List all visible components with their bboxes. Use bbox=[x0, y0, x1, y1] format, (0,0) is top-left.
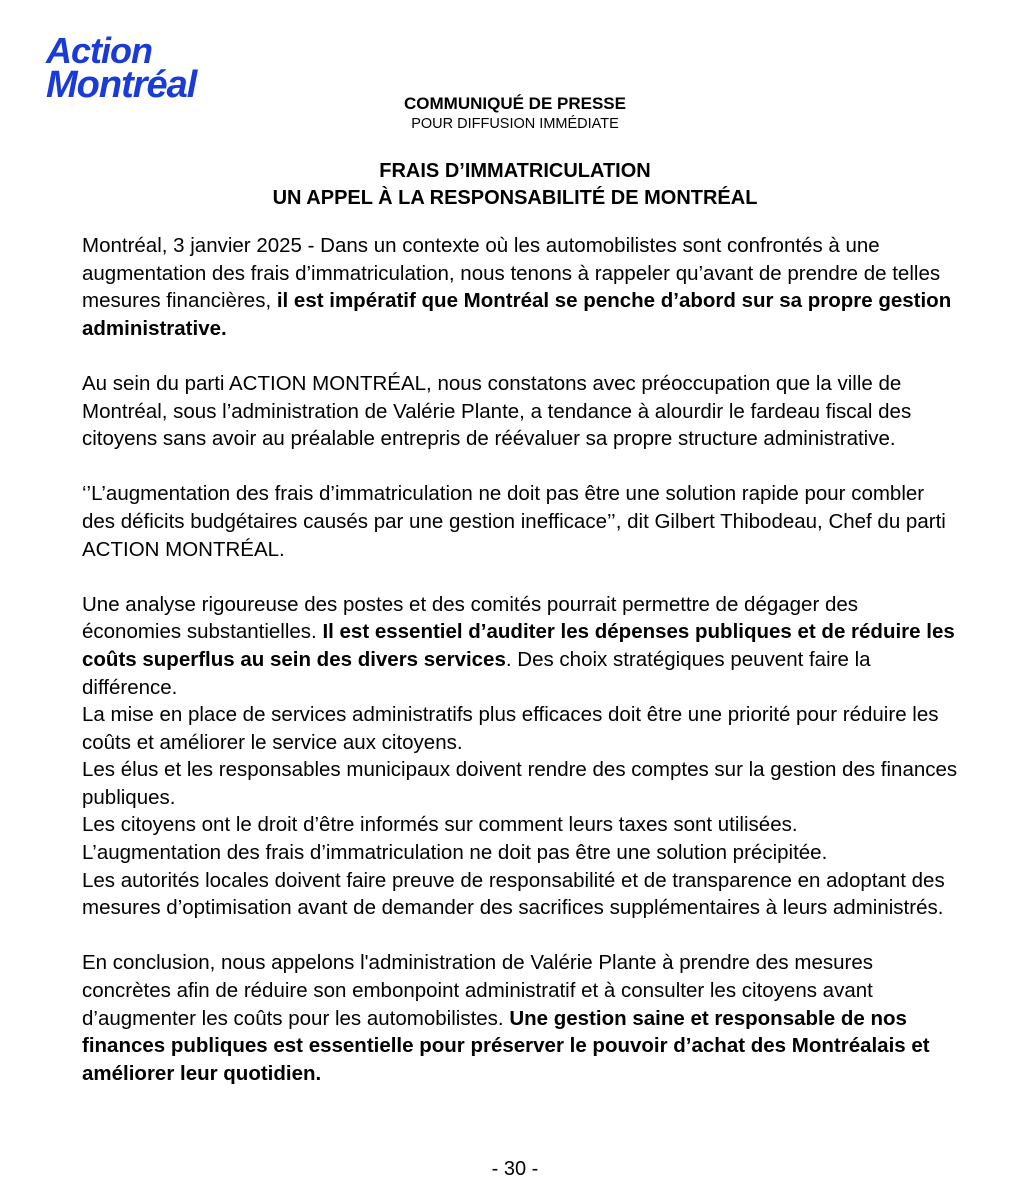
title-line-2: UN APPEL À LA RESPONSABILITÉ DE MONTRÉAL bbox=[272, 187, 758, 209]
press-release-label: COMMUNIQUÉ DE PRESSE bbox=[404, 94, 626, 113]
page-title bbox=[0, 158, 1030, 212]
paragraph-analysis bbox=[82, 591, 962, 701]
conclusion-text: En conclusion, nous appelons l'administration de Valérie Plante à prendre des mesures concrètes afin de réduire son embonpoint administratif et à consulter les citoyens avant d’augmenter les coûts pour les automobilistes. bbox=[82, 951, 873, 1030]
title-line-1: FRAIS D’IMMATRICULATION bbox=[379, 160, 651, 182]
analysis-text: Une analyse rigoureuse des postes et des comités pourrait permettre de dégager des économies substantielles. bbox=[82, 592, 859, 644]
conclusion-bold: Une gestion saine et responsable de nos finances publiques est essentielle pour préserver le pouvoir d’achat des Montréalais et améliorer leur quotidien. bbox=[82, 1006, 930, 1085]
paragraph-quote: ‘’L’augmentation des frais d’immatriculation ne doit pas être une solution rapide pour combler des déficits budgétaires causés par une gestion inefficace’’, dit Gilbert Thibodeau, Chef du parti ACTION MONTRÉAL. bbox=[82, 482, 946, 561]
line-services: La mise en place de services administratifs plus efficaces doit être une priorité pour réduire les coûts et améliorer le service aux citoyens. bbox=[82, 703, 939, 754]
analysis-after: . Des choix stratégiques peuvent faire la différence. bbox=[82, 647, 871, 699]
action-montreal-logo bbox=[46, 30, 197, 106]
logo-line-2: Montréal bbox=[46, 64, 197, 106]
intro-text: Montréal, 3 janvier 2025 - Dans un contexte où les automobilistes sont confrontés à une augmentation des frais d’immatriculation, nous tenons à rappeler qu’avant de prendre de telles mesures financières, bbox=[82, 234, 941, 313]
paragraph-intro bbox=[82, 232, 962, 342]
analysis-bold: Il est essentiel d’auditer les dépenses publiques et de réduire les coûts superflus au sein des divers services bbox=[82, 620, 955, 671]
immediate-release-label: POUR DIFFUSION IMMÉDIATE bbox=[411, 116, 619, 132]
paragraph-party: Au sein du parti ACTION MONTRÉAL, nous constatons avec préoccupation que la ville de Montréal, sous l’administration de Valérie Plante, a tendance à alourdir le fardeau fiscal des citoyens sans avoir au préalable entrepris de réévaluer sa propre structure administrative. bbox=[82, 371, 912, 451]
paragraph-conclusion bbox=[82, 949, 962, 1087]
line-augmentation: L’augmentation des frais d’immatriculation ne doit pas être une solution précipitée. bbox=[82, 841, 828, 865]
line-citoyens: Les citoyens ont le droit d’être informés sur comment leurs taxes sont utilisées. bbox=[82, 813, 798, 837]
line-elus: Les élus et les responsables municipaux doivent rendre des comptes sur la gestion des finances publiques. bbox=[82, 758, 958, 809]
intro-bold: il est impératif que Montréal se penche d’abord sur sa propre gestion administrative. bbox=[82, 289, 952, 340]
press-release-body bbox=[82, 232, 962, 1087]
line-autorites: Les autorités locales doivent faire preuve de responsabilité et de transparence en adoptant des mesures d’optimisation avant de demander des sacrifices supplémentaires à leurs administrés. bbox=[82, 868, 945, 920]
logo-line-1: Action bbox=[46, 30, 152, 71]
page-end-marker: - 30 - bbox=[491, 1158, 539, 1180]
